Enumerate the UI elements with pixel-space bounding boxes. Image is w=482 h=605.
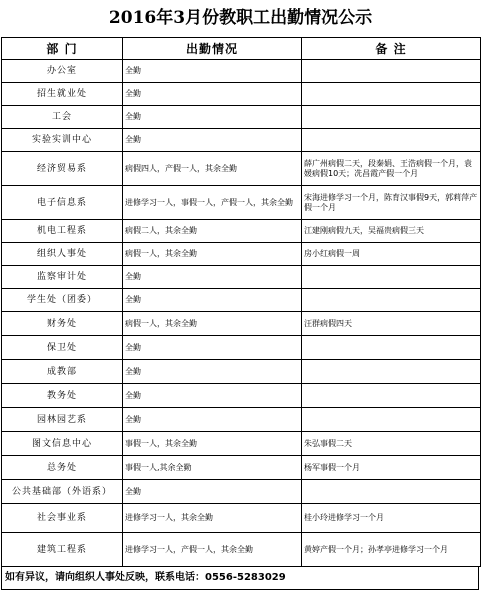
- remark-cell: [302, 83, 481, 106]
- dept-cell: 图文信息中心: [2, 432, 123, 456]
- header-remark: 备 注: [302, 38, 481, 60]
- attendance-cell: 全勤: [123, 289, 302, 312]
- dept-cell: 建筑工程系: [2, 533, 123, 567]
- table-row: [2, 60, 481, 83]
- table-row: [2, 186, 481, 220]
- remark-cell: 杨军事假一个月: [302, 456, 481, 480]
- remark-cell: 房小红病假一周: [302, 243, 481, 266]
- table-row: [2, 220, 481, 243]
- table-row: [2, 456, 481, 480]
- remark-cell: 黄婷产假一个月；孙孝亭进修学习一个月: [302, 533, 481, 567]
- dept-cell: 社会事业系: [2, 504, 123, 533]
- dept-cell: 实验实训中心: [2, 129, 123, 152]
- table-row: [2, 336, 481, 360]
- table-row: [2, 360, 481, 384]
- table-row: [2, 106, 481, 129]
- table-row: [2, 432, 481, 456]
- remark-cell: [302, 289, 481, 312]
- table-row: [2, 408, 481, 432]
- dept-cell: 电子信息系: [2, 186, 123, 220]
- table-row: [2, 384, 481, 408]
- remark-cell: [302, 129, 481, 152]
- remark-cell: [302, 336, 481, 360]
- dept-cell: 学生处（团委）: [2, 289, 123, 312]
- dept-cell: 办公室: [2, 60, 123, 83]
- dept-cell: 公共基础部（外语系）: [2, 480, 123, 504]
- dept-cell: 监察审计处: [2, 266, 123, 289]
- attendance-cell: 事假一人，其余全勤: [123, 432, 302, 456]
- attendance-cell: 全勤: [123, 106, 302, 129]
- attendance-sheet: [1, 0, 480, 590]
- page-title: 2016年3月份教职工出勤情况公示: [108, 8, 373, 28]
- dept-cell: 机电工程系: [2, 220, 123, 243]
- attendance-cell: 病假四人，产假一人，其余全勤: [123, 152, 302, 186]
- remark-cell: 桂小玲进修学习一个月: [302, 504, 481, 533]
- attendance-cell: 进修学习一人，其余全勤: [123, 504, 302, 533]
- remark-cell: [302, 106, 481, 129]
- attendance-cell: 病假一人，其余全勤: [123, 312, 302, 336]
- header-dept: 部 门: [2, 38, 123, 60]
- table-row: [2, 83, 481, 106]
- attendance-cell: 全勤: [123, 266, 302, 289]
- table-row: [2, 266, 481, 289]
- table-row: [2, 289, 481, 312]
- attendance-cell: 全勤: [123, 129, 302, 152]
- remark-cell: [302, 360, 481, 384]
- table-row: [2, 480, 481, 504]
- attendance-cell: 全勤: [123, 60, 302, 83]
- table-row: [2, 533, 481, 567]
- remark-cell: 朱弘事假二天: [302, 432, 481, 456]
- dept-cell: 经济贸易系: [2, 152, 123, 186]
- attendance-cell: 病假一人，其余全勤: [123, 243, 302, 266]
- table-row: [2, 504, 481, 533]
- remark-cell: [302, 60, 481, 83]
- remark-cell: 江建刚病假九天，吴福贵病假三天: [302, 220, 481, 243]
- remark-cell: 汪群病假四天: [302, 312, 481, 336]
- dept-cell: 工会: [2, 106, 123, 129]
- attendance-cell: 进修学习一人，产假一人，其余全勤: [123, 533, 302, 567]
- remark-cell: [302, 384, 481, 408]
- dept-cell: 园林园艺系: [2, 408, 123, 432]
- attendance-cell: 病假二人，其余全勤: [123, 220, 302, 243]
- remark-cell: 薛广州病假二天，段秦娟、王浩病假一个月，袁媛病假10天；冼昌霞产假一个月: [302, 152, 481, 186]
- dept-cell: 教务处: [2, 384, 123, 408]
- attendance-cell: 全勤: [123, 336, 302, 360]
- attendance-table: [1, 37, 481, 567]
- dept-cell: 总务处: [2, 456, 123, 480]
- attendance-cell: 全勤: [123, 480, 302, 504]
- attendance-cell: 全勤: [123, 360, 302, 384]
- remark-cell: [302, 480, 481, 504]
- dept-cell: 组织人事处: [2, 243, 123, 266]
- attendance-cell: 全勤: [123, 384, 302, 408]
- attendance-cell: 全勤: [123, 83, 302, 106]
- table-row: [2, 312, 481, 336]
- table-row: [2, 129, 481, 152]
- dept-cell: 招生就业处: [2, 83, 123, 106]
- remark-cell: [302, 408, 481, 432]
- dept-cell: 财务处: [2, 312, 123, 336]
- remark-cell: [302, 266, 481, 289]
- attendance-cell: 全勤: [123, 408, 302, 432]
- attendance-cell: 事假一人,其余全勤: [123, 456, 302, 480]
- dept-cell: 成教部: [2, 360, 123, 384]
- table-row: [2, 152, 481, 186]
- header-attendance: 出勤情况: [123, 38, 302, 60]
- table-row: [2, 243, 481, 266]
- remark-cell: 宋海进修学习一个月，陈育汉事假9天，郭莉萍产假一个月: [302, 186, 481, 220]
- dept-cell: 保卫处: [2, 336, 123, 360]
- footer-note: 如有异议，请向组织人事处反映，联系电话：0556-5283029: [1, 567, 479, 590]
- table-header-row: [2, 38, 481, 60]
- attendance-cell: 进修学习一人，事假一人，产假一人，其余全勤: [123, 186, 302, 220]
